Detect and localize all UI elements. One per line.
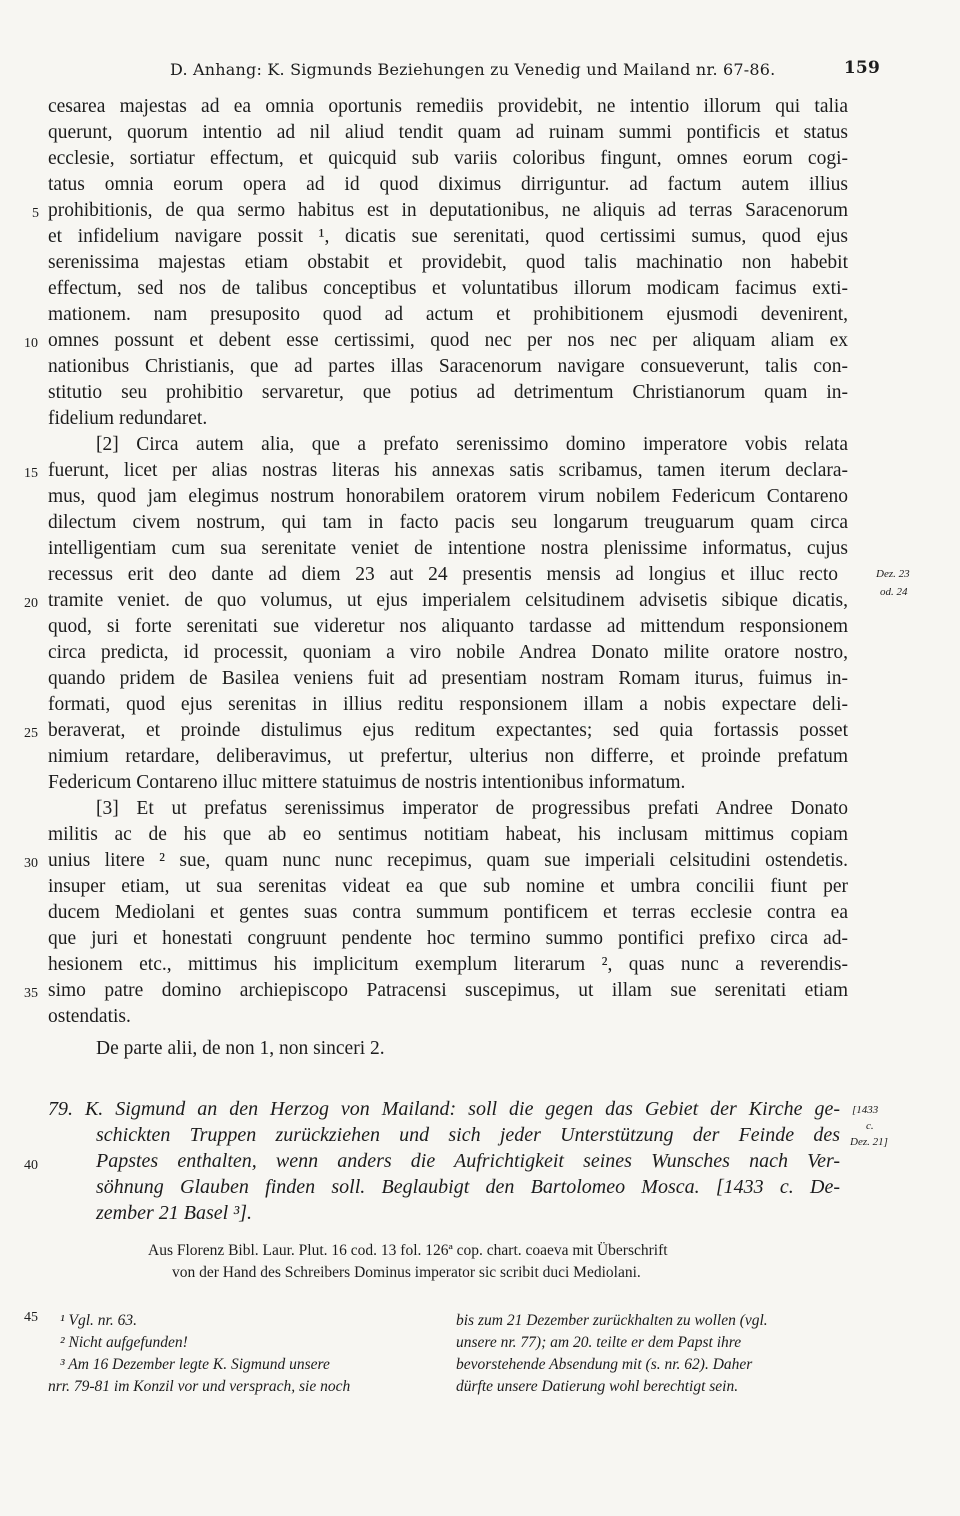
margin-note-date: od. 24 (880, 586, 908, 598)
regest-line: zember 21 Basel ³]. (96, 1202, 252, 1224)
body-line: fuerunt, licet per alias nostras literas his annexas satis scribamus, tamen iterum declara- (48, 460, 848, 481)
footnote: ¹ Vgl. nr. 63. (60, 1312, 137, 1329)
body-line: militis ac de his que ab eo sentimus notitiam habeat, his inclusam mittimus copiam (48, 824, 848, 845)
body-line: formati, quod ejus serenitas in illius reditu responsionem illam a nobis expectare deli- (48, 694, 848, 715)
body-line: simo patre domino archiepiscopo Patracensi suscepimus, ut illam sue serenitati etiam (48, 980, 848, 1001)
body-line: unius litere ² sue, quam nunc nunc recepimus, quam sue imperiali celsitudini ostendetis. (48, 850, 848, 871)
line-number: 10 (24, 336, 38, 351)
line-number: 40 (24, 1158, 38, 1173)
body-line: De parte alii, de non 1, non sinceri 2. (96, 1038, 385, 1059)
body-line: intelligentiam cum sua serenitate veniet de intentione nostra plenissime informatus, cujus (48, 538, 848, 559)
source-note: von der Hand des Schreibers Dominus imperator sic scribit duci Mediolani. (172, 1264, 641, 1281)
body-line: mationem. nam presuposito quod ad actum et prohibitionem ejusmodi devenirent, (48, 304, 848, 325)
body-line: insuper etiam, ut sua serenitas videat ea que sub nomine et umbra concilii fiunt per (48, 876, 848, 897)
body-line: ostendatis. (48, 1006, 131, 1027)
footnote: ² Nicht aufgefunden! (60, 1334, 188, 1351)
line-number: 20 (24, 596, 38, 611)
body-line: mus, quod jam elegimus nostrum honorabilem oratorem virum nobilem Federicum Contareno (48, 486, 848, 507)
body-line: fidelium redundaret. (48, 408, 208, 429)
footnote: ³ Am 16 Dezember legte K. Sigmund unsere (60, 1356, 330, 1373)
line-number: 25 (24, 726, 38, 741)
footnote: dürfte unsere Datierung wohl berechtigt sein. (456, 1378, 739, 1395)
page-number: 159 (843, 58, 880, 78)
line-number: 30 (24, 856, 38, 871)
regest-line: Papstes enthalten, wenn anders die Aufrichtigkeit seines Wunsches nach Ver- (96, 1150, 840, 1172)
source-note: Aus Florenz Bibl. Laur. Plut. 16 cod. 13 fol. 126ª cop. chart. coaeva mit Überschrift (148, 1242, 668, 1259)
body-line: tramite veniet. de quo volumus, ut ejus imperialem celsitudinem advisetis sibique dicatis, (48, 590, 848, 611)
body-line: beraverat, et proinde distulimus ejus reditum expectantes; sed quia fortassis posset (48, 720, 848, 741)
body-line: que juri et honestati congruunt pendente hoc termino summo pontifici prefixo circa ad- (48, 928, 848, 949)
margin-note-date: [1433 (852, 1104, 879, 1116)
line-number: 5 (32, 206, 39, 221)
regest-line: 79. K. Sigmund an den Herzog von Mailand: soll die gegen das Gebiet der Kirche ge- (48, 1098, 840, 1120)
footnote: bevorstehende Absendung mit (s. nr. 62). Daher (456, 1356, 753, 1373)
margin-note-date: Dez. 21] (850, 1136, 888, 1148)
line-number: 15 (24, 466, 38, 481)
body-line: quando pridem de Basilea veniens fuit ad presentiam nostram Romam iturus, fuimus in- (48, 668, 848, 689)
body-line: serenissima majestas etiam obstabit et providebit, quod talis machinatio non habebit (48, 252, 848, 273)
line-number: 35 (24, 986, 38, 1001)
body-line: stitutio seu prohibitio servaretur, que potius ad detrimentum Christianorum quam in- (48, 382, 848, 403)
body-line: querunt, quorum intentio ad nil aliud tendit quam ad ruinam summi pontificis et status (48, 122, 848, 143)
body-line: ducem Mediolani et gentes suas contra summum pontificem et terras ecclesie contra ea (48, 902, 848, 923)
footnote: bis zum 21 Dezember zurückhalten zu wollen (vgl. (456, 1312, 768, 1329)
body-line: nimium retardare, deliberavimus, ut prefertur, ulterius non differre, et proinde prefatum (48, 746, 848, 767)
body-line: effectum, sed nos de talibus conceptibus et voluntatibus illorum modicam facimus exti- (48, 278, 848, 299)
regest-line: söhnung Glauben finden soll. Beglaubigt den Bartolomeo Mosca. [1433 c. De- (96, 1176, 840, 1198)
line-number: 45 (24, 1310, 38, 1325)
margin-note-date: Dez. 23 (876, 568, 910, 580)
body-line: recessus erit deo dante ad diem 23 aut 24 presentis mensis ad longius et illuc recto (48, 564, 838, 585)
body-line: dilectum civem nostrum, qui tam in facto pacis seu longarum treuguarum quam circa (48, 512, 848, 533)
margin-note-date: c. (866, 1120, 874, 1132)
body-line: [2] Circa autem alia, que a prefato serenissimo domino imperatore vobis relata (96, 434, 848, 455)
body-line: tatus omnia eorum opera ad id quod diximus dirriguntur. ad factum autem illius (48, 174, 848, 195)
body-line: quod, si forte serenitati sue videretur nos aliquanto tardasse ad mittendum responsionem (48, 616, 848, 637)
body-line: [3] Et ut prefatus serenissimus imperator de progressibus prefati Andree Donato (96, 798, 848, 819)
footnote: nrr. 79-81 im Konzil vor und versprach, sie noch (48, 1378, 351, 1395)
body-line: prohibitionis, de qua sermo habitus est in deputationibus, ne aliquis ad terras Saracenorum (48, 200, 848, 221)
running-header (170, 60, 880, 79)
footnote: unsere nr. 77); am 20. teilte er dem Papst ihre (456, 1334, 742, 1351)
body-line: hesionem etc., mittimus his implicitum exemplum literarum ², quas nunc a reverendis- (48, 954, 848, 975)
body-line: ecclesie, sortiatur effectum, et quicquid sub variis coloribus fingunt, omnes eorum cogi- (48, 148, 848, 169)
body-line: nationibus Christianis, que ad partes illas Saracenorum navigare consueverunt, talis con- (48, 356, 848, 377)
body-line: cesarea majestas ad ea omnia oportunis remediis providebit, ne intentio illorum qui talia (48, 96, 848, 117)
body-line: circa predicta, id processit, quoniam a viro nobile Andrea Donato milite oratore nostro, (48, 642, 848, 663)
body-line: et infidelium navigare possit ¹, dicatis sue serenitati, quod certissimi sumus, quod ejus (48, 226, 848, 247)
body-line: Federicum Contareno illuc mittere statuimus de nostris intentionibus informatum. (48, 772, 686, 793)
running-title: D. Anhang: K. Sigmunds Beziehungen zu Venedig und Mailand nr. 67-86. (170, 60, 776, 79)
body-line: omnes possunt et debent esse certissimi, quod nec per nos nec per aliquam aliam ex (48, 330, 848, 351)
regest-line: schickten Truppen zurückziehen und sich jeder Unterstützung der Feinde des (96, 1124, 840, 1146)
